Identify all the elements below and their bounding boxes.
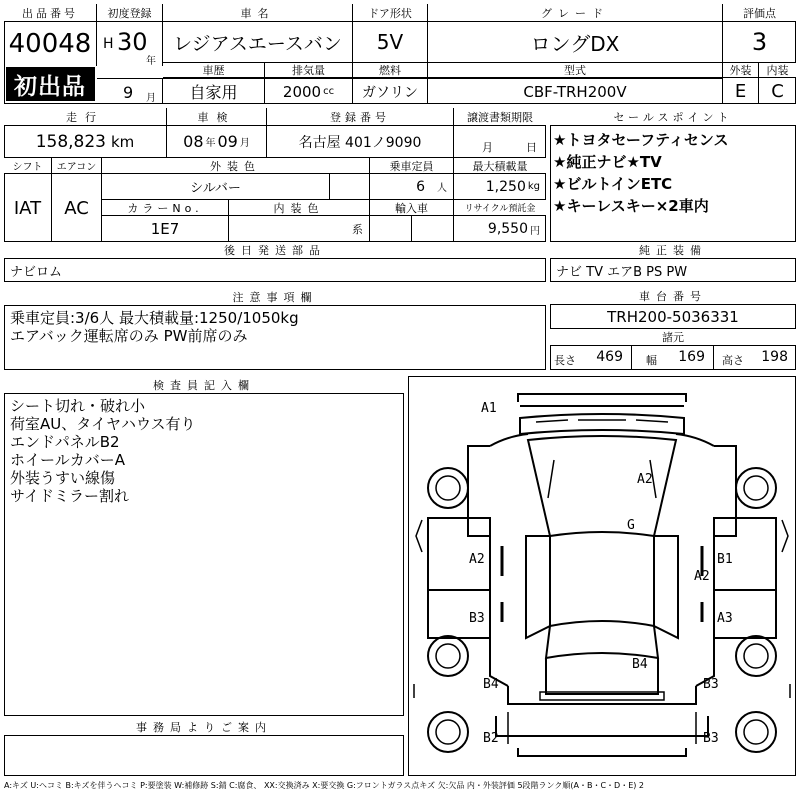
exterior-label: 外装 [723,62,759,78]
model: CBF-TRH200V [428,78,723,104]
grade: ロングDX [428,22,723,62]
first-listing-badge: 初出品 [6,67,95,101]
car-name-label: 車名 [163,4,353,22]
interior-color-unit: 系 [352,223,363,236]
capacity-unit: 人 [437,183,447,194]
recycle-unit: 円 [530,225,540,237]
genuine-equipment-label: 純正装備 [550,242,796,259]
model-label: 型式 [428,62,723,78]
score: 3 [751,28,768,56]
interior-grade: C [771,80,784,102]
damage-mark: A2 [469,552,485,567]
caution-line: エアバック運転席のみ PW前席のみ [10,327,248,345]
damage-mark: G [627,518,635,533]
reg-year: 30 [117,28,148,56]
inspection-month: 09 [217,132,238,151]
sales-point-item: ★キーレスキー×2車内 [553,197,709,215]
grade-label: グレード [428,4,723,22]
inspector-line: 荷室AU、タイヤハウス有り [10,415,196,433]
damage-mark: B3 [703,731,719,746]
mileage: 158,823 [35,131,106,152]
transfer-month-unit: 月 [482,141,493,154]
history: 自家用 [163,78,265,104]
load-label: 最大積載量 [454,158,546,174]
inspection-label: 車検 [167,108,267,126]
interior-color-label: 内装色 [229,200,370,216]
spec-length [550,346,632,370]
car-name: レジアスエースバン [163,22,353,62]
damage-mark: B3 [703,677,719,692]
spec-height-label: 高さ [722,354,744,367]
inspection-month-unit: 月 [239,138,250,149]
fuel-label: 燃料 [353,62,428,78]
spec-width-label: 幅 [646,354,657,367]
door-label: ドア形状 [353,4,428,22]
capacity-cell [370,174,454,200]
plate: 名古屋 401ノ9090 [267,126,454,158]
sales-point-item: ★ビルトインETC [553,175,673,193]
inspector-line: 外装うすい線傷 [10,469,116,487]
displacement-label: 排気量 [265,62,353,78]
sales-points-list [553,129,793,217]
sales-point-item: ★トヨタセーフティセンス [553,131,729,149]
chassis-label: 車台番号 [550,288,796,305]
reg-month-unit: 月 [146,93,156,104]
transfer-label: 譲渡書類期限 [454,108,546,126]
lot-number: 40048 [4,22,97,66]
exterior-grade: E [723,78,759,104]
capacity-label: 乗車定員 [370,158,454,174]
import-cell-2 [412,216,454,242]
damage-mark: B4 [632,657,648,672]
caution-label: 注意事項欄 [4,288,546,306]
damage-mark: B3 [469,611,485,626]
displacement-unit: cc [323,86,335,97]
damage-mark: B1 [717,552,733,567]
caution-line: 乗車定員:3/6人 最大積載量:1250/1050kg [10,309,299,327]
inspection-year-unit: 年 [205,138,216,149]
damage-legend: A:キズ U:ヘコミ B:キズを伴うヘコミ P:要塗装 W:補修跡 S:錆 C:腐食、 XX:交換済み X:要交換 G:フロントガラス点キズ 欠:欠品 内・外装評価 5段階ランク順(A・B・C・D・E) 2 [4,781,645,790]
inspection-cell [167,126,267,158]
inspection-year: 08 [183,132,204,151]
history-label: 車歴 [163,62,265,78]
spec-height [714,346,796,370]
load-cell [454,174,546,200]
recycle-label: リサイクル預託金 [454,200,546,216]
damage-mark: A3 [717,611,733,626]
damage-mark: B2 [483,731,499,746]
reg-month-cell [97,78,163,104]
inspector-line: シート切れ・破れ小 [10,397,146,415]
interior-label: 内装 [759,62,796,78]
exterior-color: シルバー [102,174,330,200]
spec-length-label: 長さ [554,354,576,367]
shift: IAT [4,174,52,242]
shift-label: シフト [4,158,52,174]
first-registration-label: 初度登録 [97,4,163,22]
reg-month: 9 [123,83,134,102]
sales-point-item: ★純正ナビ★TV [553,153,662,171]
mileage-label: 走行 [4,108,167,126]
vehicle-outline-diagram [408,376,796,776]
lot-label: 出品番号 [4,4,97,22]
capacity: 6 [416,178,425,195]
inspector-label: 検査員記入欄 [4,376,404,394]
fuel: ガソリン [353,78,428,104]
transfer-day-unit: 日 [526,141,537,154]
ac-label: エアコン [52,158,102,174]
sales-points-label: セールスポイント [550,108,796,126]
score-label: 評価点 [723,4,796,22]
damage-mark: A2 [694,569,710,584]
color-no: 1E7 [102,216,229,242]
chassis-number: TRH200-5036331 [550,305,796,329]
spec-width [632,346,714,370]
inspector-lines [10,397,400,505]
later-parts-value: ナビロム [10,265,63,280]
inspector-line: ホイールカバーA [10,451,125,469]
door-type: 5V [353,22,428,62]
exterior-color-extra [330,174,370,200]
load: 1,250 [485,178,526,195]
interior-color-cell [229,216,370,242]
load-unit: kg [527,181,540,192]
spec-length-value: 469 [596,349,623,365]
spec-height-value: 198 [761,349,788,365]
plate-label: 登録番号 [267,108,454,126]
import-label: 輸入車 [370,200,454,216]
genuine-equipment-value: ナビ TV エアB PS PW [556,265,688,280]
recycle: 9,550 [487,221,528,237]
era: H [103,36,114,52]
transfer-cell [454,126,546,158]
office-label: 事務局よりご案内 [4,718,404,736]
inspector-line: サイドミラー割れ [10,487,129,505]
caution-lines [10,309,540,345]
first-registration-cell [97,22,163,66]
mileage-cell [4,126,167,158]
damage-mark: A2 [637,472,653,487]
damage-mark: B4 [483,677,499,692]
later-parts-label: 後日発送部品 [4,242,546,259]
exterior-color-label: 外装色 [102,158,370,174]
displacement-cell [265,78,353,104]
inspector-line: エンドパネルB2 [10,433,120,451]
color-no-label: カラーNo. [102,200,229,216]
recycle-cell [454,216,546,242]
mileage-unit: km [111,132,135,151]
spec-width-value: 169 [678,349,705,365]
damage-mark: A1 [481,401,497,416]
displacement: 2000 [282,82,322,101]
specs-label: 諸元 [550,329,796,346]
import-cell [370,216,412,242]
ac: AC [52,174,102,242]
reg-year-unit: 年 [146,56,156,67]
